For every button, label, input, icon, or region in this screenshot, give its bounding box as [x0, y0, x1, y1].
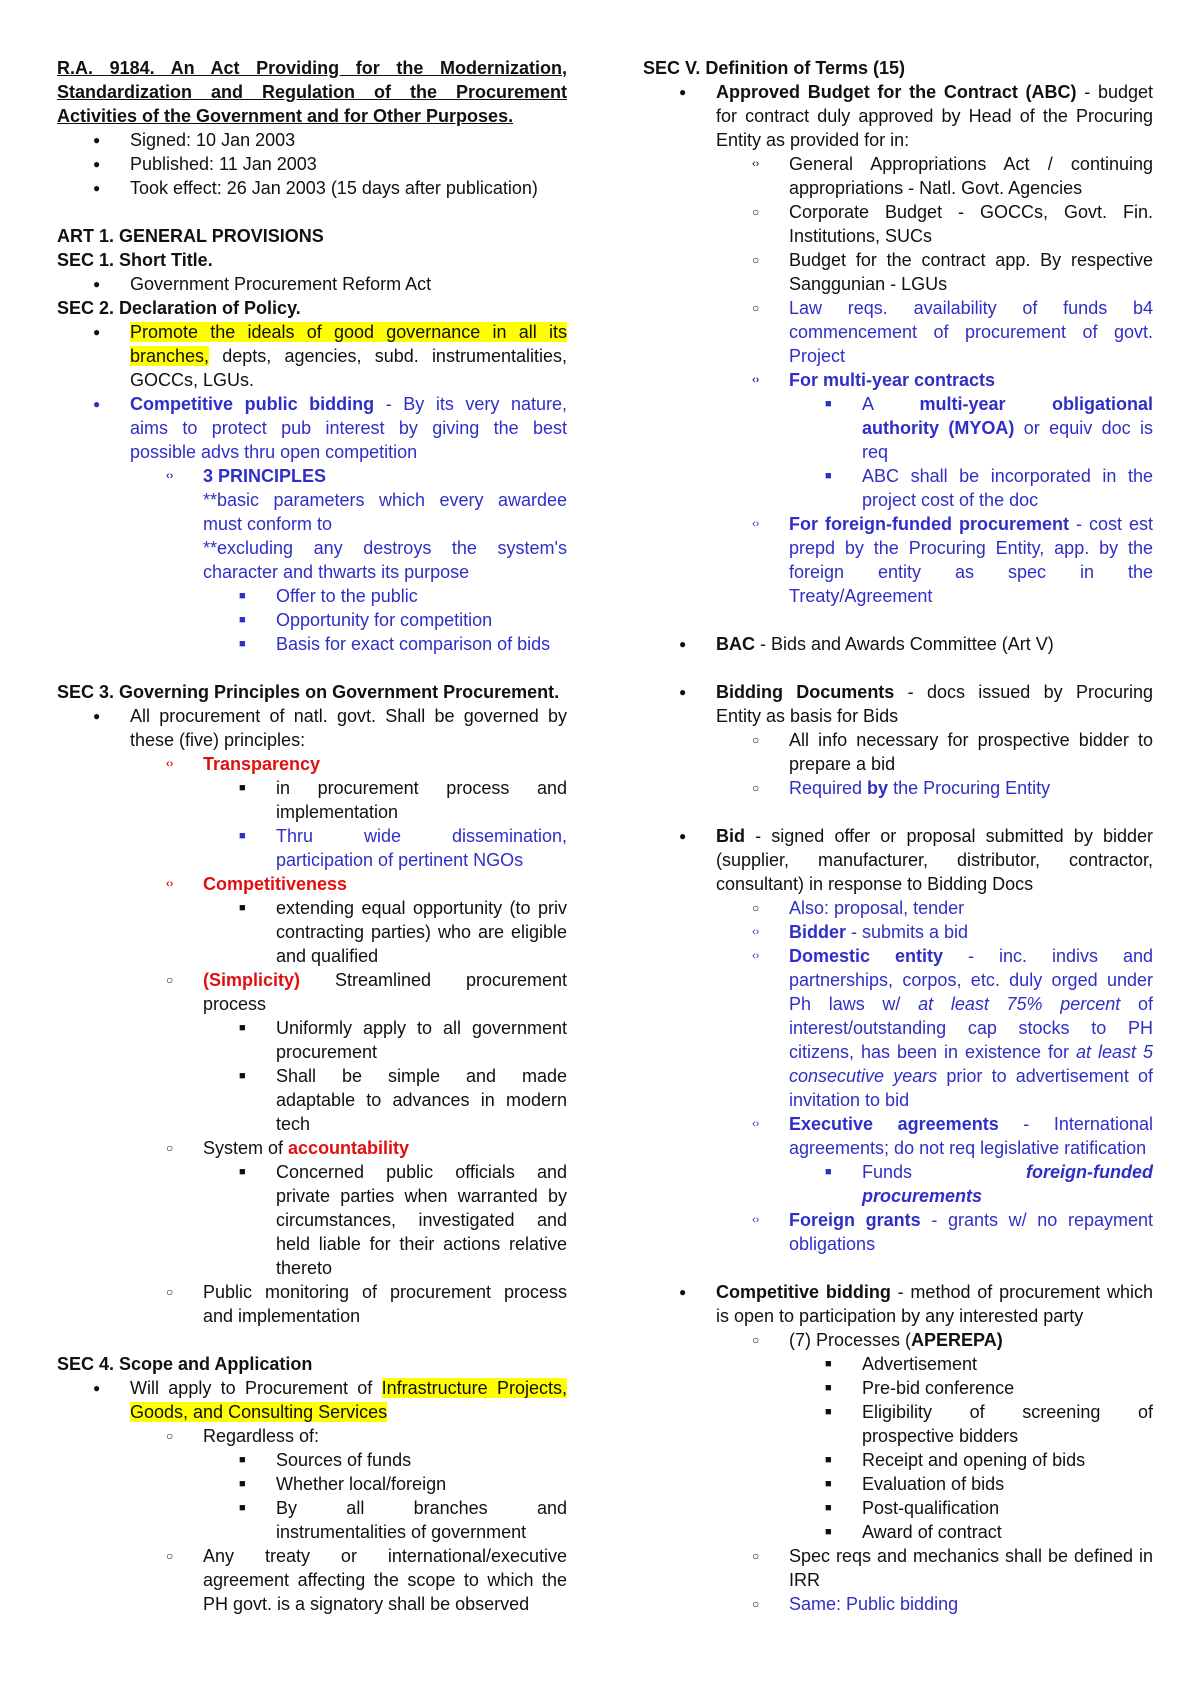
bd-line1: ● Bidding Documents - docs issued by Procuring [679, 682, 1154, 702]
regardless-item3-a: ■ By all branches and [239, 1498, 567, 1518]
right-column [643, 56, 1153, 1616]
sec1-item: ● Government Procurement Reform Act [93, 274, 432, 294]
domestic-line6: consecutive years prior to advertisement of [789, 1066, 1154, 1086]
bac-line: ● BAC - Bids and Awards Committee (Art V) [679, 634, 1054, 654]
bid-line1: ● Bid - signed offer or proposal submitted by bidder [679, 826, 1153, 846]
transparency-item2-b: participation of pertinent NGOs [276, 850, 524, 870]
document-title-line-3: Activities of the Government and for Other Purposes. [57, 106, 514, 126]
abc-item2-b: Institutions, SUCs [789, 226, 933, 246]
bd-item1-a: ○ All info necessary for prospective bidder to [752, 730, 1153, 750]
hollow-bullet-icon: ○ [752, 1549, 760, 1563]
bd-line2: Entity as basis for Bids [716, 706, 899, 726]
process-item: ■ Post-qualification [825, 1498, 1000, 1518]
abc-line3: Entity as provided for in: [716, 130, 910, 150]
square-bullet-icon: ■ [825, 1382, 832, 1394]
arrow-marker-icon: ‹› [752, 158, 760, 170]
foreign-line4: Treaty/Agreement [789, 586, 933, 606]
hollow-bullet-icon: ○ [166, 1285, 174, 1299]
square-bullet-icon: ■ [239, 638, 246, 650]
arrow-marker-icon: ‹› [752, 518, 760, 530]
treaty-line3: PH govt. is a signatory shall be observed [203, 1594, 530, 1614]
hollow-bullet-icon: ○ [752, 301, 760, 315]
sec1-heading: SEC 1. Short Title. [57, 250, 213, 270]
square-bullet-icon: ■ [239, 1478, 246, 1490]
square-bullet-icon: ■ [239, 614, 246, 626]
bullet-icon: ● [93, 181, 101, 195]
hollow-bullet-icon: ○ [752, 1333, 760, 1347]
monitoring-line2: and implementation [203, 1306, 361, 1326]
hollow-bullet-icon: ○ [166, 1429, 174, 1443]
principles-note1-b: must conform to [203, 514, 333, 534]
simplicity-item1-b: procurement [276, 1042, 378, 1062]
square-bullet-icon: ■ [239, 1166, 246, 1178]
spec-line1: ○ Spec reqs and mechanics shall be defined in [752, 1546, 1153, 1566]
foreign-line3: foreign entity as spec in the [789, 562, 1153, 582]
bullet-icon: ● [679, 637, 687, 651]
multiyear-heading: ‹› For multi-year contracts [752, 370, 996, 390]
bullet-icon: ● [679, 1285, 687, 1299]
spec-line2: IRR [789, 1570, 820, 1590]
transparency-item1-b: implementation [276, 802, 399, 822]
domestic-line5: citizens, has been in existence for at least 5 [789, 1042, 1153, 1062]
square-bullet-icon: ■ [825, 1526, 832, 1538]
regardless-item: ■ Sources of funds [239, 1450, 412, 1470]
arrow-marker-icon: ‹› [752, 950, 760, 962]
grants-line1: ‹› Foreign grants - grants w/ no repayment [752, 1210, 1154, 1230]
abc-line2: for contract duly approved by Head of the Procuring [716, 106, 1153, 126]
exec-line2: agreements; do not req legislative ratification [789, 1138, 1147, 1158]
simplicity-line2: process [203, 994, 267, 1014]
processes-line: ○ (7) Processes (APEREPA) [752, 1330, 1003, 1350]
hollow-bullet-icon: ○ [752, 901, 760, 915]
sec4-item-line1: ● Will apply to Procurement of Infrastructure Projects, [93, 1378, 567, 1398]
arrow-marker-icon: ‹› [166, 878, 174, 890]
left-column [57, 56, 567, 1616]
square-bullet-icon: ■ [825, 398, 832, 410]
bullet-icon: ● [93, 709, 101, 723]
sec2-heading: SEC 2. Declaration of Policy. [57, 298, 301, 318]
sec4-item-line2: Goods, and Consulting Services [130, 1402, 388, 1422]
bid-line3: consultant) in response to Bidding Docs [716, 874, 1034, 894]
foreign-line2: prepd by the Procuring Entity, app. by the [789, 538, 1153, 558]
domestic-line2: partnerships, corpos, etc. duly orged under [789, 970, 1153, 990]
square-bullet-icon: ■ [239, 830, 246, 842]
sec2-item1-line1: ● Promote the ideals of good governance in all its [93, 322, 567, 342]
principles-heading: ‹› 3 PRINCIPLES [166, 466, 327, 486]
square-bullet-icon: ■ [825, 1502, 832, 1514]
square-bullet-icon: ■ [825, 1358, 832, 1370]
accountability-item-b: private parties when warranted by [276, 1186, 567, 1206]
sec3-item-line1: ● All procurement of natl. govt. Shall be governed by [93, 706, 567, 726]
process-item: ■ Award of contract [825, 1522, 1002, 1542]
bullet-icon: ● [93, 133, 101, 147]
abc-item3-a: ○ Budget for the contract app. By respective [752, 250, 1153, 270]
square-bullet-icon: ■ [825, 1454, 832, 1466]
domestic-line1: ‹› Domestic entity - inc. indivs and [752, 946, 1153, 966]
bullet-icon: ● [679, 685, 687, 699]
process-item: ■ Receipt and opening of bids [825, 1450, 1086, 1470]
square-bullet-icon: ■ [239, 782, 246, 794]
grants-line2: obligations [789, 1234, 876, 1254]
domestic-line3: Ph laws w/ at least 75% percent of [789, 994, 1154, 1014]
transparency-item1-a: ■ in procurement process and [239, 778, 567, 798]
accountability-item-d: held liable for their actions relative [276, 1234, 567, 1254]
sec2-item1-line3: GOCCs, LGUs. [130, 370, 255, 390]
bid-line2: (supplier, manufacturer, distributor, contractor, [716, 850, 1153, 870]
regardless-line: ○ Regardless of: [166, 1426, 320, 1446]
funds-line2: procurements [862, 1186, 983, 1206]
treaty-line1: ○ Any treaty or international/executive [166, 1546, 567, 1566]
hollow-bullet-icon: ○ [752, 733, 760, 747]
square-bullet-icon: ■ [825, 1478, 832, 1490]
square-bullet-icon: ■ [239, 1022, 246, 1034]
hollow-bullet-icon: ○ [166, 973, 174, 987]
sec3-item-line2: these (five) principles: [130, 730, 306, 750]
document-title-line-2: Standardization and Regulation of the Procurement [57, 82, 567, 102]
hollow-bullet-icon: ○ [166, 1549, 174, 1563]
bd-item2: ○ Required by the Procuring Entity [752, 778, 1051, 798]
competitiveness-heading: ‹› Competitiveness [166, 874, 348, 894]
art1-heading: ART 1. GENERAL PROVISIONS [57, 226, 324, 246]
principles-note2-b: character and thwarts its purpose [203, 562, 470, 582]
competitiveness-item-b: contracting parties) who are eligible [276, 922, 567, 942]
foreign-line1: ‹› For foreign-funded procurement - cost est [752, 514, 1153, 534]
abc-item1-b: appropriations - Natl. Govt. Agencies [789, 178, 1083, 198]
accountability-item-e: thereto [276, 1258, 333, 1278]
transparency-item2-a: ■ Thru wide dissemination, [239, 826, 567, 846]
abc-item3-b: Sanggunian - LGUs [789, 274, 948, 294]
bullet-icon: ● [93, 277, 101, 291]
accountability-line: ○ System of accountability [166, 1138, 410, 1158]
hollow-bullet-icon: ○ [752, 1597, 760, 1611]
myoa-line1: ■ A multi-year obligational [825, 394, 1153, 414]
process-item: ■ Evaluation of bids [825, 1474, 1005, 1494]
competitiveness-item-a: ■ extending equal opportunity (to priv [239, 898, 567, 918]
principles-note2-a: **excluding any destroys the system's [203, 538, 567, 558]
funds-line1: ■ Funds foreign-funded [825, 1162, 1153, 1182]
process-item: ■ Pre-bid conference [825, 1378, 1015, 1398]
square-bullet-icon: ■ [239, 1502, 246, 1514]
simplicity-item1-a: ■ Uniformly apply to all government [239, 1018, 567, 1038]
simplicity-item2-c: tech [276, 1114, 311, 1134]
square-bullet-icon: ■ [239, 590, 246, 602]
simplicity-line1: ○ (Simplicity) Streamlined procurement [166, 970, 567, 990]
abc-item4-b: commencement of procurement of govt. [789, 322, 1153, 342]
accountability-item-a: ■ Concerned public officials and [239, 1162, 567, 1182]
abc-item2-a: ○ Corporate Budget - GOCCs, Govt. Fin. [752, 202, 1153, 222]
hollow-bullet-icon: ○ [752, 781, 760, 795]
abc-item1-a: ‹› General Appropriations Act / continuing [752, 154, 1153, 174]
bullet-icon: ● [93, 1381, 101, 1395]
simplicity-item2-a: ■ Shall be simple and made [239, 1066, 567, 1086]
arrow-marker-icon: ‹› [166, 758, 174, 770]
accountability-item-c: circumstances, investigated and [276, 1210, 567, 1230]
same-line: ○ Same: Public bidding [752, 1594, 959, 1614]
bullet-icon: ● [93, 325, 101, 339]
monitoring-line1: ○ Public monitoring of procurement process [166, 1282, 567, 1302]
document-title-line-1: R.A. 9184. An Act Providing for the Modernization, [57, 58, 567, 78]
date-signed: ● Signed: 10 Jan 2003 [93, 130, 296, 150]
arrow-marker-icon: ‹› [752, 1214, 760, 1226]
sec2-item2-line2: aims to protect pub interest by giving the best [130, 418, 567, 438]
domestic-line7: invitation to bid [789, 1090, 910, 1110]
myoa-item2-a: ■ ABC shall be incorporated in the [825, 466, 1153, 486]
myoa-line2: authority (MYOA) or equiv doc is [862, 418, 1154, 438]
myoa-line3: req [862, 442, 889, 462]
sec5-heading: SEC V. Definition of Terms (15) [643, 58, 906, 78]
principle-item: ■ Offer to the public [239, 586, 418, 606]
bd-item1-b: prepare a bid [789, 754, 896, 774]
abc-item4-a: ○ Law reqs. availability of funds b4 [752, 298, 1153, 318]
sec2-item1-line2: branches, depts, agencies, subd. instrumentalities, [130, 346, 567, 366]
transparency-heading: ‹› Transparency [166, 754, 321, 774]
process-item: ■ Advertisement [825, 1354, 978, 1374]
sec3-heading: SEC 3. Governing Principles on Government Procurement. [57, 682, 560, 702]
principles-note1-a: **basic parameters which every awardee [203, 490, 567, 510]
date-published: ● Published: 11 Jan 2003 [93, 154, 317, 174]
abc-item4-c: Project [789, 346, 846, 366]
sec4-heading: SEC 4. Scope and Application [57, 1354, 313, 1374]
arrow-marker-icon: ‹› [166, 470, 174, 482]
arrow-marker-icon: ‹› [752, 926, 760, 938]
bullet-icon: ● [679, 85, 687, 99]
abc-line1: ● Approved Budget for the Contract (ABC) - budget [679, 82, 1153, 102]
square-bullet-icon: ■ [825, 1406, 832, 1418]
exec-line1: ‹› Executive agreements - International [752, 1114, 1153, 1134]
simplicity-item2-b: adaptable to advances in modern [276, 1090, 567, 1110]
cb-line1: ● Competitive bidding - method of procurement which [679, 1282, 1153, 1302]
hollow-bullet-icon: ○ [752, 205, 760, 219]
square-bullet-icon: ■ [239, 1070, 246, 1082]
principle-item: ■ Basis for exact comparison of bids [239, 634, 551, 654]
bullet-icon: ● [93, 157, 101, 171]
bullet-icon: ● [679, 829, 687, 843]
process-item3-a: ■ Eligibility of screening of [825, 1402, 1153, 1422]
treaty-line2: agreement affecting the scope to which the [203, 1570, 567, 1590]
bidder-line: ‹› Bidder - submits a bid [752, 922, 969, 942]
domestic-line4: interest/outstanding cap stocks to PH [789, 1018, 1153, 1038]
arrow-marker-icon: ‹› [752, 374, 760, 386]
bid-also: ○ Also: proposal, tender [752, 898, 965, 918]
myoa-item2-b: project cost of the doc [862, 490, 1039, 510]
sec2-item2-line3: possible advs thru open competition [130, 442, 418, 462]
square-bullet-icon: ■ [825, 1166, 832, 1178]
square-bullet-icon: ■ [239, 1454, 246, 1466]
principle-item: ■ Opportunity for competition [239, 610, 493, 630]
process-item3-b: prospective bidders [862, 1426, 1019, 1446]
bullet-icon: ● [93, 397, 101, 411]
hollow-bullet-icon: ○ [166, 1141, 174, 1155]
square-bullet-icon: ■ [239, 902, 246, 914]
arrow-marker-icon: ‹› [752, 1118, 760, 1130]
sec2-item2-line1: ● Competitive public bidding - By its very nature, [93, 394, 567, 414]
square-bullet-icon: ■ [825, 470, 832, 482]
date-effect: ● Took effect: 26 Jan 2003 (15 days after publication) [93, 178, 538, 198]
cb-line2: is open to participation by any interested party [716, 1306, 1084, 1326]
competitiveness-item-c: and qualified [276, 946, 379, 966]
hollow-bullet-icon: ○ [752, 253, 760, 267]
regardless-item: ■ Whether local/foreign [239, 1474, 447, 1494]
regardless-item3-b: instrumentalities of government [276, 1522, 527, 1542]
